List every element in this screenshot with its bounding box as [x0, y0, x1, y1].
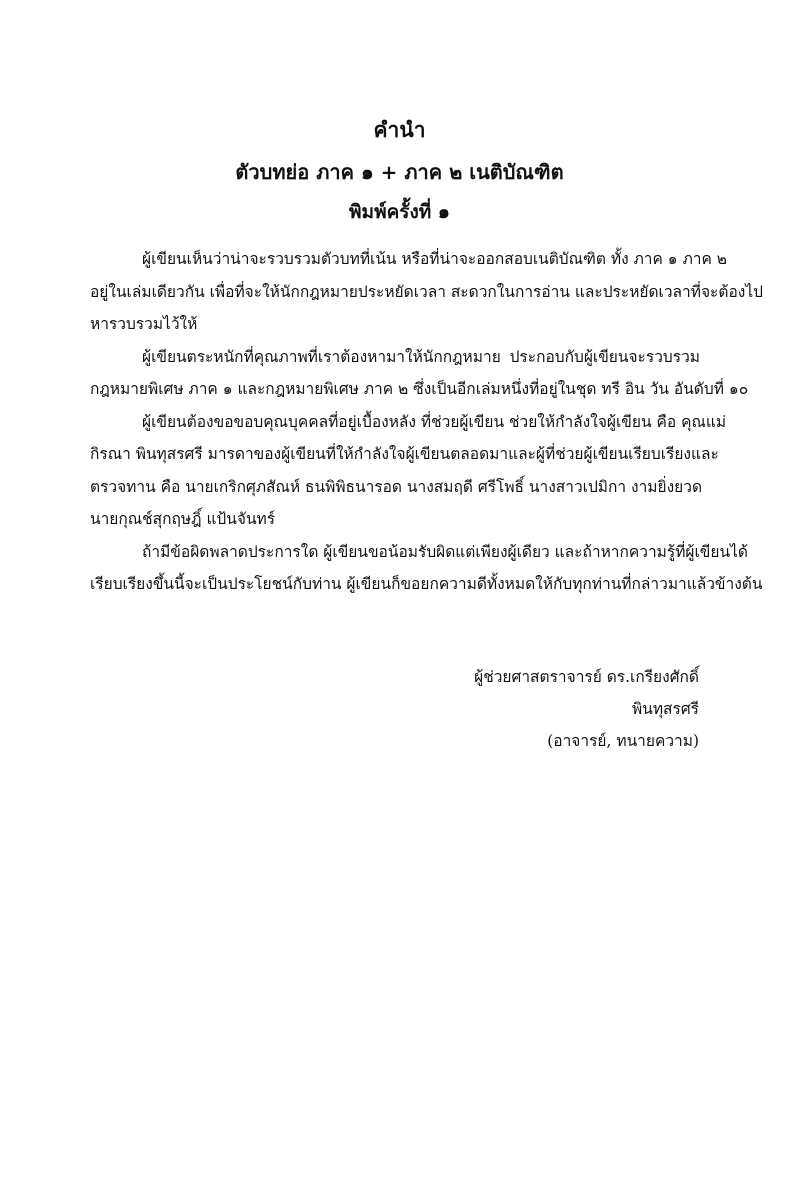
paragraph-1-line-1: ผู้เขียนเห็นว่าน่าจะรวบรวมตัวบทที่เน้น หรือที่น่าจะออกสอบเนติบัณฑิต ทั้ง ภาค ๑ ภาค ๒: [142, 250, 728, 268]
paragraph-2-line-1: ผู้เขียนตระหนักที่คุณภาพที่เราต้องหามาให้นักกฎหมาย ประกอบกับผู้เขียนจะรวบรวม: [142, 347, 700, 366]
paragraph-4-line-2: เรียบเรียงขึ้นนี้จะเป็นประโยชน์กับท่าน ผู้เขียนก็ขอยกความดีทั้งหมดให้กับทุกท่านที่กล่าวมาแล้วข้างต้น: [90, 575, 763, 593]
paragraph-1-line-3: หารวบรวมไว้ให้: [90, 315, 198, 333]
document-subtitle: ตัวบทย่อ ภาค ๑ + ภาค ๒ เนติบัณฑิต: [235, 160, 564, 184]
paragraph-3-line-3: ตรวจทาน คือ นายเกริกศุภสัณห์ ธนพิพิธนารอด นางสมฤดี ศรีโพธิ์ นางสาวเปมิกา งามยิ่งยวด: [90, 477, 703, 496]
signature-name-line: ผู้ช่วยศาสตราจารย์ ดร.เกรียงศักดิ์: [474, 668, 699, 686]
signature-surname: พินทุสรศรี: [632, 700, 699, 718]
page-title: คำนำ: [373, 117, 426, 142]
signature-block: [474, 661, 699, 757]
paragraph-2-line-2: กฎหมายพิเศษ ภาค ๑ และกฎหมายพิเศษ ภาค ๒ ซึ่งเป็นอีกเล่มหนึ่งที่อยู่ในชุด ทรี อิน วัน อันดับที่ ๑๐: [90, 380, 749, 398]
paragraph-3-line-2: กิรณา พินทุสรศรี มารดาของผู้เขียนที่ให้กำลังใจผู้เขียนตลอดมาและผู้ที่ช่วยผู้เขียนเรียบเรียงและ: [90, 445, 719, 463]
edition-label: พิมพ์ครั้งที่ ๑: [349, 201, 450, 223]
foreword-body: [90, 243, 763, 601]
signature-role: (อาจารย์, ทนายความ): [547, 732, 699, 750]
paragraph-3-line-4: นายกุณช์สุกฤษฎิ์ แป้นจันทร์: [90, 510, 276, 528]
paragraph-3-line-1: ผู้เขียนต้องขอขอบคุณบุคคลที่อยู่เบื้องหลัง ที่ช่วยผู้เขียน ช่วยให้กำลังใจผู้เขียน คือ คุณแม่: [142, 412, 727, 431]
paragraph-4-line-1: ถ้ามีข้อผิดพลาดประการใด ผู้เขียนขอน้อมรับผิดแต่เพียงผู้เดียว และถ้าหากความรู้ที่ผู้เขียนได้: [142, 542, 748, 561]
paragraph-1-line-2: อยู่ในเล่มเดียวกัน เพื่อที่จะให้นักกฎหมายประหยัดเวลา สะดวกในการอ่าน และประหยัดเวลาที่จะต้องไป: [90, 282, 763, 301]
